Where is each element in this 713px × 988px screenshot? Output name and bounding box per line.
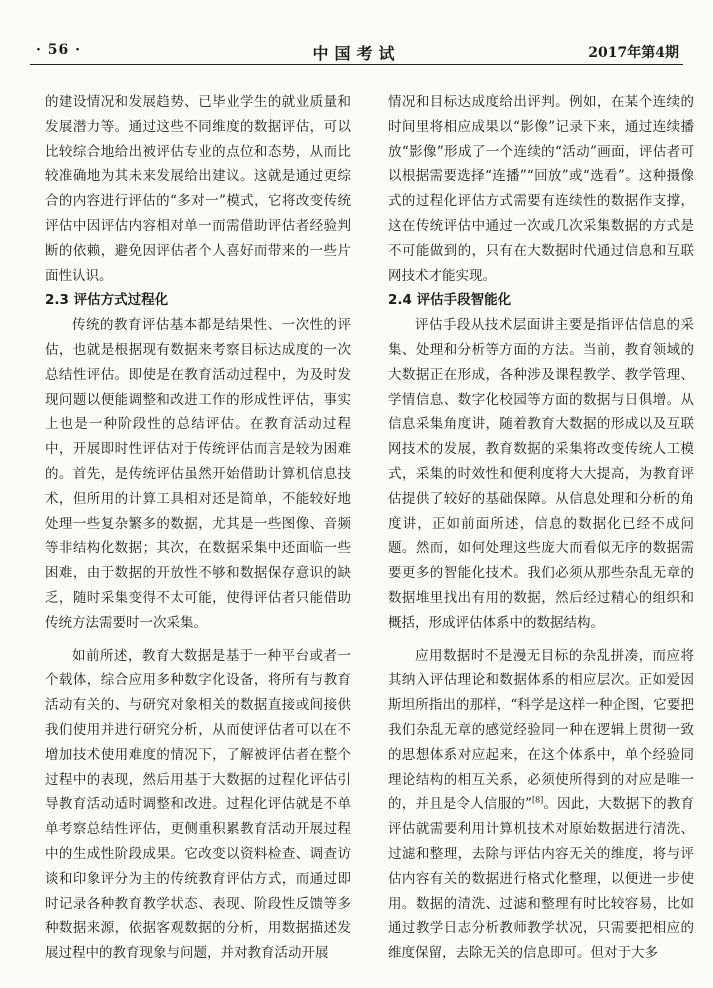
journal-title: 中国考试 xyxy=(312,44,401,63)
paragraph-text: 。因此，大数据下的教育评估就需要利用计算机技术对原始数据进行清洗、过滤和整理，去除与评估内容无关的维度，将与评估内容有关的数据进行格式化整理，以便进一步使用。数据的清洗、过滤和整理有时比较容易，比如通过教学日志分析教师教学状况，只需要把相应的维度保留，去除无关的信息即可。但对于大多 xyxy=(388,796,695,962)
section-heading-2-4: 2.4 评估手段智能化 xyxy=(388,292,512,309)
paragraph: 传统的教育评估基本都是结果性、一次性的评估，也就是根据现有数据来考察目标达成度的一次总结性评估。即使是在教育活动过程中，为及时发现问题以便能调整和改进工作的形成性评估，事实上也是一种阶段性的总结评估。在教育活动过程中，开展即时性评估对于传统评估而言是较为困难的。首先，是传统评估虽然开始借助计算机信息技术，但所用的计算工具相对还是简单，不能较好地处理一些复杂繁多的数据，尤其是一些图像、音频等非结构化数据；其次，在数据采集中还面临一些困难，由于数据的开放性不够和数据保存意识的缺乏，随时采集变得不太可能，使得评估者只能借助传统方法需要时一次采集。 xyxy=(45,317,351,631)
page-header xyxy=(30,40,683,65)
right-column xyxy=(388,90,694,966)
section-heading-2-3: 2.3 评估方式过程化 xyxy=(45,292,169,309)
page-number: · 56 · xyxy=(36,42,81,58)
paragraph-text: 应用数据时不是漫无目标的杂乱拼凑，而应将其纳入评估理论和数据体系的相应层次。正如爱因斯坦所指出的那样，“科学是这样一种企图，它要把我们杂乱无章的感觉经验同一种在逻辑上贯彻一致的思想体系对应起来，在这个体系中，单个经验同理论结构的相互关系，必须使所得到的对应是唯一的，并且是令人信服的” xyxy=(388,647,694,813)
citation-reference: [8] xyxy=(531,795,544,805)
paragraph: 如前所述，教育大数据是基于一种平台或者一个载体，综合应用多种数字化设备，将所有与教育活动有关的、与研究对象相关的数据直接或间接供我们使用并进行研究分析，从而使评估者可以在不增加技术使用难度的情况下，了解被评估者在整个过程中的表现，然后用基于大数据的过程化评估引导教育活动适时调整和改进。过程化评估就是不单单考察总结性评估，更侧重积累教育活动开展过程中的生成性阶段成果。它改变以资料检查、调查访谈和印象评分为主的传统教育评估方式，而通过即时记录各种教育教学状态、表现、阶段性反馈等多种数据来源，依据客观数据的分析，用数据描述发展过程中的教育现象与问题，并对教育活动开展 xyxy=(45,647,351,962)
issue-label: 2017年第4期 xyxy=(588,45,679,61)
left-column xyxy=(45,90,351,966)
paragraph xyxy=(388,644,694,966)
paragraph: 评估手段从技术层面讲主要是指评估信息的采集、处理和分析等方面的方法。当前，教育领域的大数据正在形成，各种涉及课程教学、教学管理、学情信息、数字化校园等方面的数据与日俱增。从信息采集角度讲，随着教育大数据的形成以及互联网技术的发展，教育数据的采集将改变传统人工模式，采集的时效性和便利度将大大提高，为教育评估提供了较好的基础保障。从信息处理和分析的角度讲，正如前面所述，信息的数据化已经不成问题。然而，如何处理这些庞大而看似无序的数据需要更多的智能化技术。我们必须从那些杂乱无章的数据堆里找出有用的数据，然后经过精心的组织和概括，形成评估体系中的数据结构。 xyxy=(388,317,694,631)
paragraph-continued: 情况和目标达成度给出评判。例如，在某个连续的时间里将相应成果以“影像”记录下来，通过连续播放“影像”形成了一个连续的“活动”画面，评估者可以根据需要选择“连播”“回放”或“选看”。这种摄像式的过程化评估方式需要有连续性的数据作支撑，这在传统评估中通过一次或几次采集数据的方式是不可能做到的，只有在大数据时代通过信息和互联网技术才能实现。 xyxy=(388,94,694,284)
paragraph-continued: 的建设情况和发展趋势、已毕业学生的就业质量和发展潜力等。通过这些不同维度的数据评估，可以比较综合地给出被评估专业的点位和态势，从而比较准确地为其未来发展给出建议。这就是通过更综合的内容进行评估的“多对一”模式，它将改变传统评估中因评估内容相对单一而需借助评估者经验判断的依赖，避免因评估者个人喜好而带来的一些片面性认识。 xyxy=(45,94,351,284)
